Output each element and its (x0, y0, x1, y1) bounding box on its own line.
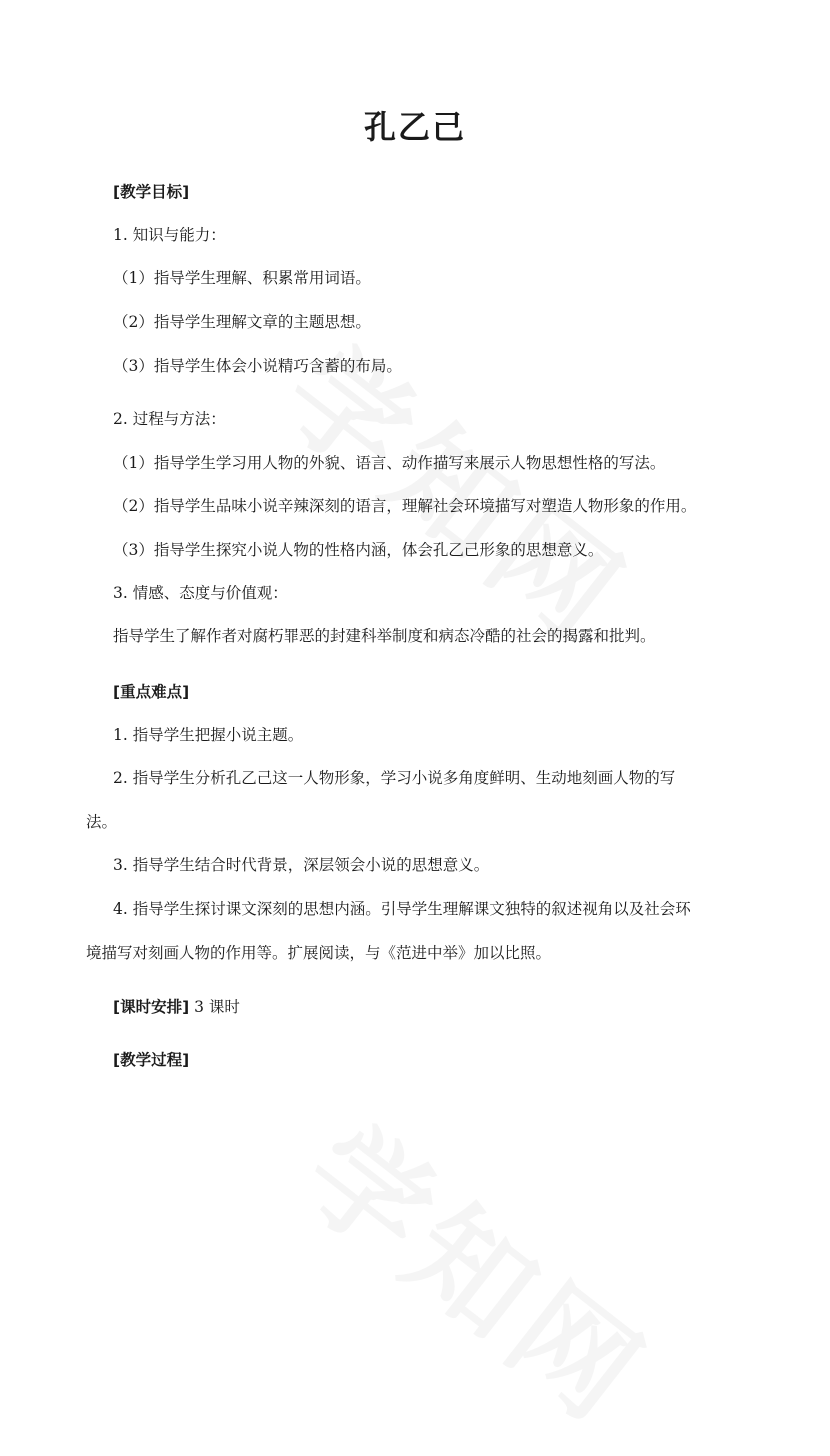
goal-2-item-1: （1）指导学生学习用人物的外貌、语言、动作描写来展示人物思想性格的写法。 (113, 454, 666, 472)
section-heading-teaching-process: [教学过程] (113, 1051, 190, 1069)
schedule-value: 3 课时 (194, 998, 240, 1016)
goal-2-item-2: （2）指导学生品味小说辛辣深刻的语言，理解社会环境描写对塑造人物形象的作用。 (113, 497, 697, 515)
goal-2-item-3: （3）指导学生探究小说人物的性格内涵，体会孔乙己形象的思想意义。 (113, 541, 604, 559)
key-point-2-line-2: 法。 (86, 813, 118, 831)
section-heading-schedule: [课时安排] (113, 998, 190, 1016)
key-point-4-line-1: 4. 指导学生探讨课文深刻的思想内涵。引导学生理解课文独特的叙述视角以及社会环 (113, 900, 691, 918)
section-heading-key-points: [重点难点] (113, 683, 190, 701)
goal-1-item-1: （1）指导学生理解、积累常用词语。 (113, 269, 371, 287)
key-point-2-line-1: 2. 指导学生分析孔乙己这一人物形象，学习小说多角度鲜明、生动地刻画人物的写 (113, 769, 676, 787)
goal-3-text: 指导学生了解作者对腐朽罪恶的封建科举制度和病态冷酷的社会的揭露和批判。 (113, 627, 656, 645)
goal-1-item-3: （3）指导学生体会小说精巧含蓄的布局。 (113, 357, 402, 375)
goal-1-item-2: （2）指导学生理解文章的主题思想。 (113, 313, 371, 331)
watermark-bottom (274, 1080, 687, 1456)
goal-2-label: 2. 过程与方法： (113, 410, 226, 428)
key-point-4-line-2: 境描写对刻画人物的作用等。扩展阅读，与《范进中举》加以比照。 (86, 944, 552, 962)
section-heading-teaching-goals: [教学目标] (113, 183, 190, 201)
page-title: 孔乙己 (363, 108, 466, 146)
key-point-3: 3. 指导学生结合时代背景，深层领会小说的思想意义。 (113, 856, 490, 874)
goal-1-label: 1. 知识与能力： (113, 226, 226, 244)
goal-3-label: 3. 情感、态度与价值观： (113, 584, 288, 602)
class-schedule (113, 995, 240, 1017)
key-point-1: 1. 指导学生把握小说主题。 (113, 726, 304, 744)
